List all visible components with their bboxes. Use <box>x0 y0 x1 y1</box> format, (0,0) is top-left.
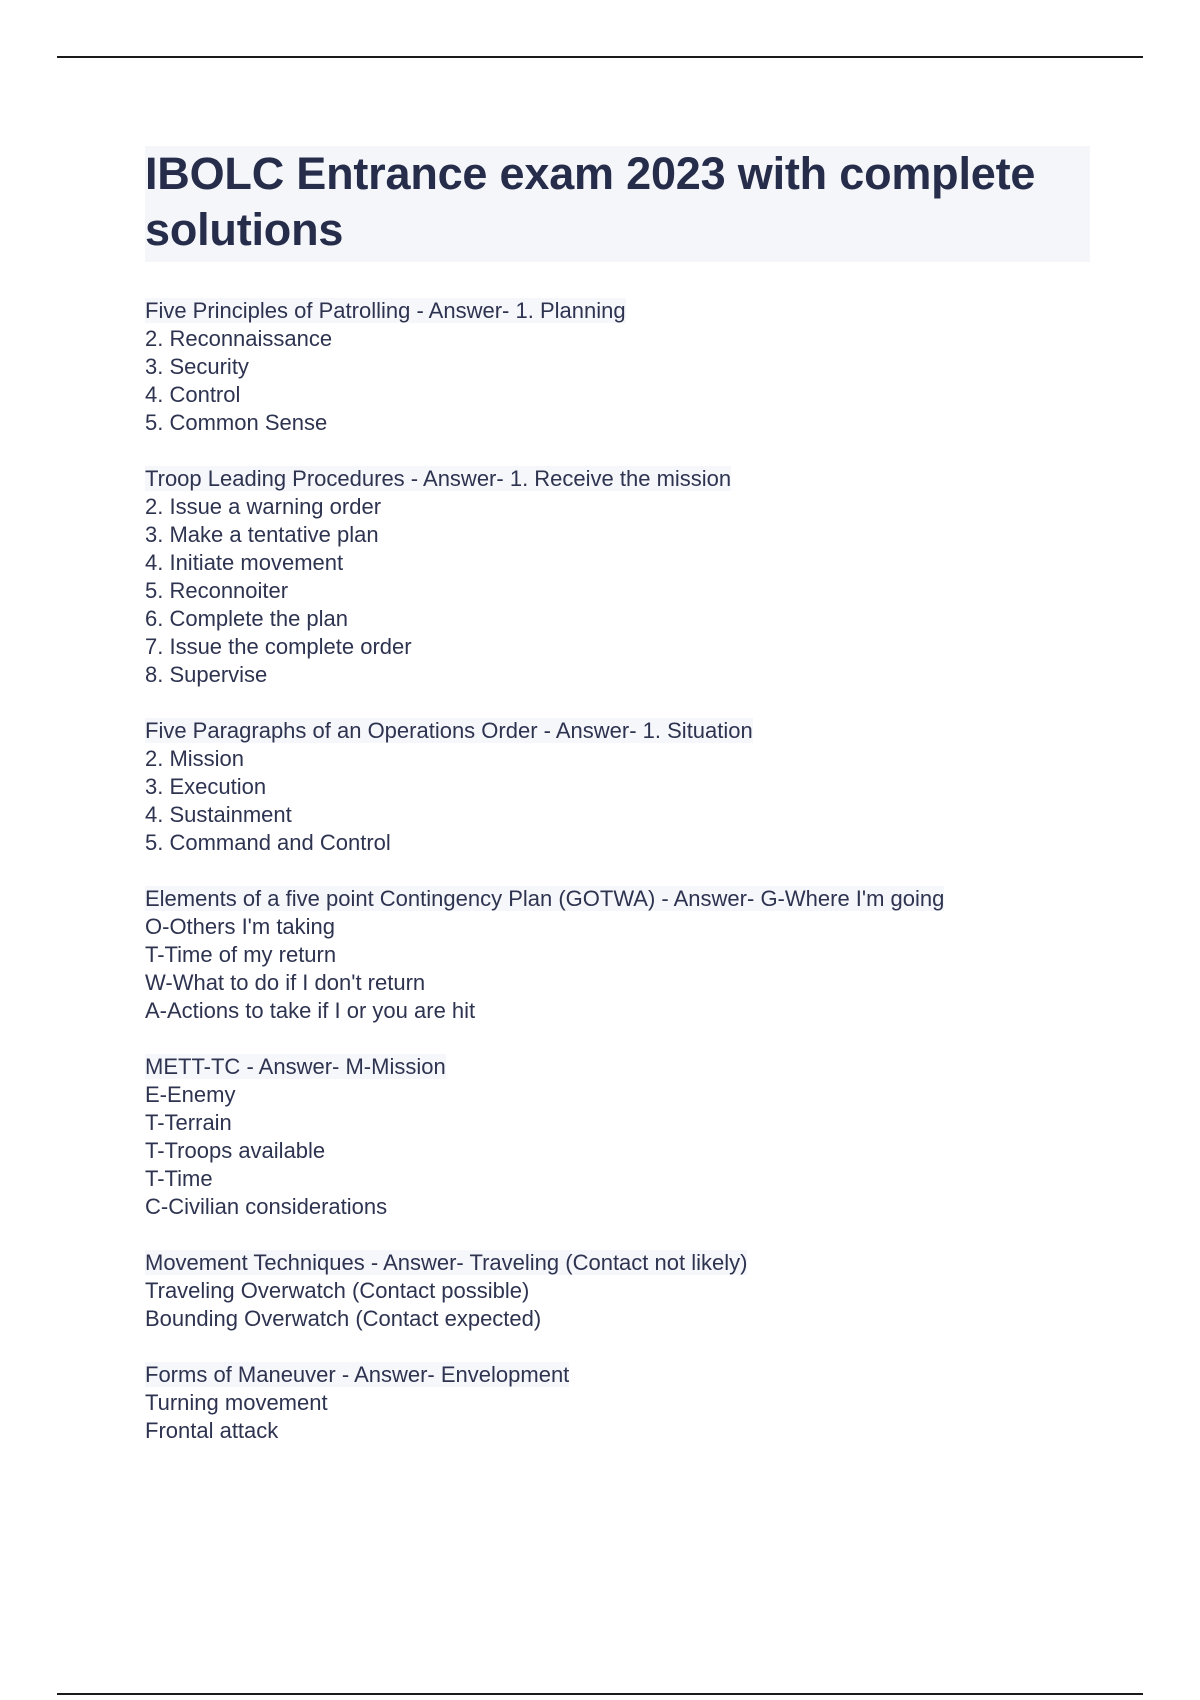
qa-answer-separator: - Answer- <box>364 1250 470 1275</box>
qa-item <box>145 1053 1090 1221</box>
qa-question-line <box>145 885 1090 913</box>
qa-question: Elements of a five point Contingency Plan (GOTWA) <box>145 886 656 911</box>
qa-answer-line: Bounding Overwatch (Contact expected) <box>145 1306 542 1331</box>
qa-answer-line: E-Enemy <box>145 1082 236 1107</box>
qa-answer-separator: - Answer- <box>655 886 761 911</box>
qa-answer-line: T-Troops available <box>145 1138 326 1163</box>
qa-item <box>145 297 1090 437</box>
qa-item <box>145 465 1090 689</box>
qa-answer-line: 8. Supervise <box>145 662 268 687</box>
qa-item <box>145 885 1090 1025</box>
title-block <box>145 146 1090 262</box>
qa-answer-separator: - Answer- <box>537 718 643 743</box>
document-body <box>145 146 1090 1473</box>
qa-answer-line: 3. Make a tentative plan <box>145 522 379 547</box>
qa-question-line <box>145 1361 1090 1389</box>
qa-answer-line: 4. Control <box>145 382 241 407</box>
qa-answer-line: 5. Command and Control <box>145 830 391 855</box>
qa-answer-line: 1. Situation <box>642 718 753 743</box>
qa-answer-line: 2. Issue a warning order <box>145 494 382 519</box>
qa-answer-line: 2. Reconnaissance <box>145 326 333 351</box>
qa-question: Five Paragraphs of an Operations Order <box>145 718 538 743</box>
qa-answer-line: Turning movement <box>145 1390 328 1415</box>
qa-answer-separator: - Answer- <box>404 466 510 491</box>
qa-question-line <box>145 717 1090 745</box>
qa-list <box>145 297 1090 1445</box>
qa-answer-line: C-Civilian considerations <box>145 1194 388 1219</box>
qa-question: METT-TC <box>145 1054 241 1079</box>
qa-answer-line: A-Actions to take if I or you are hit <box>145 998 476 1023</box>
qa-answer-line: 3. Security <box>145 354 249 379</box>
qa-answer-line: Traveling Overwatch (Contact possible) <box>145 1278 530 1303</box>
qa-answer-line: 2. Mission <box>145 746 245 771</box>
qa-question: Forms of Maneuver <box>145 1362 336 1387</box>
qa-question: Movement Techniques <box>145 1250 365 1275</box>
qa-item <box>145 1361 1090 1445</box>
qa-question-line <box>145 465 1090 493</box>
qa-answer-line: Frontal attack <box>145 1418 279 1443</box>
qa-answer-line: 3. Execution <box>145 774 267 799</box>
qa-question-line <box>145 1249 1090 1277</box>
qa-answer-line: Envelopment <box>440 1362 570 1387</box>
document-title: IBOLC Entrance exam 2023 with complete solutions <box>145 148 1036 255</box>
qa-answer-line: 6. Complete the plan <box>145 606 349 631</box>
qa-question: Troop Leading Procedures <box>145 466 405 491</box>
qa-answer-separator: - Answer- <box>335 1362 441 1387</box>
qa-answer-line: T-Terrain <box>145 1110 232 1135</box>
qa-answer-line: G-Where I'm going <box>760 886 945 911</box>
qa-question-line <box>145 1053 1090 1081</box>
qa-answer-line: 4. Initiate movement <box>145 550 344 575</box>
qa-answer-line: 1. Receive the mission <box>509 466 732 491</box>
qa-answer-line: T-Time <box>145 1166 213 1191</box>
qa-answer-line: 5. Reconnoiter <box>145 578 289 603</box>
qa-answer-line: 4. Sustainment <box>145 802 292 827</box>
qa-answer-line: 5. Common Sense <box>145 410 328 435</box>
qa-answer-line: 1. Planning <box>515 298 626 323</box>
qa-answer-line: W-What to do if I don't return <box>145 970 426 995</box>
qa-item <box>145 717 1090 857</box>
qa-answer-line: 7. Issue the complete order <box>145 634 412 659</box>
header-rule <box>57 56 1143 58</box>
footer-rule <box>57 1693 1143 1695</box>
qa-answer-separator: - Answer- <box>240 1054 346 1079</box>
qa-question: Five Principles of Patrolling <box>145 298 411 323</box>
qa-answer-line: M-Mission <box>345 1054 446 1079</box>
qa-answer-line: T-Time of my return <box>145 942 337 967</box>
qa-answer-line: O-Others I'm taking <box>145 914 336 939</box>
qa-answer-line: Traveling (Contact not likely) <box>469 1250 748 1275</box>
qa-answer-separator: - Answer- <box>410 298 516 323</box>
qa-item <box>145 1249 1090 1333</box>
qa-question-line <box>145 297 1090 325</box>
